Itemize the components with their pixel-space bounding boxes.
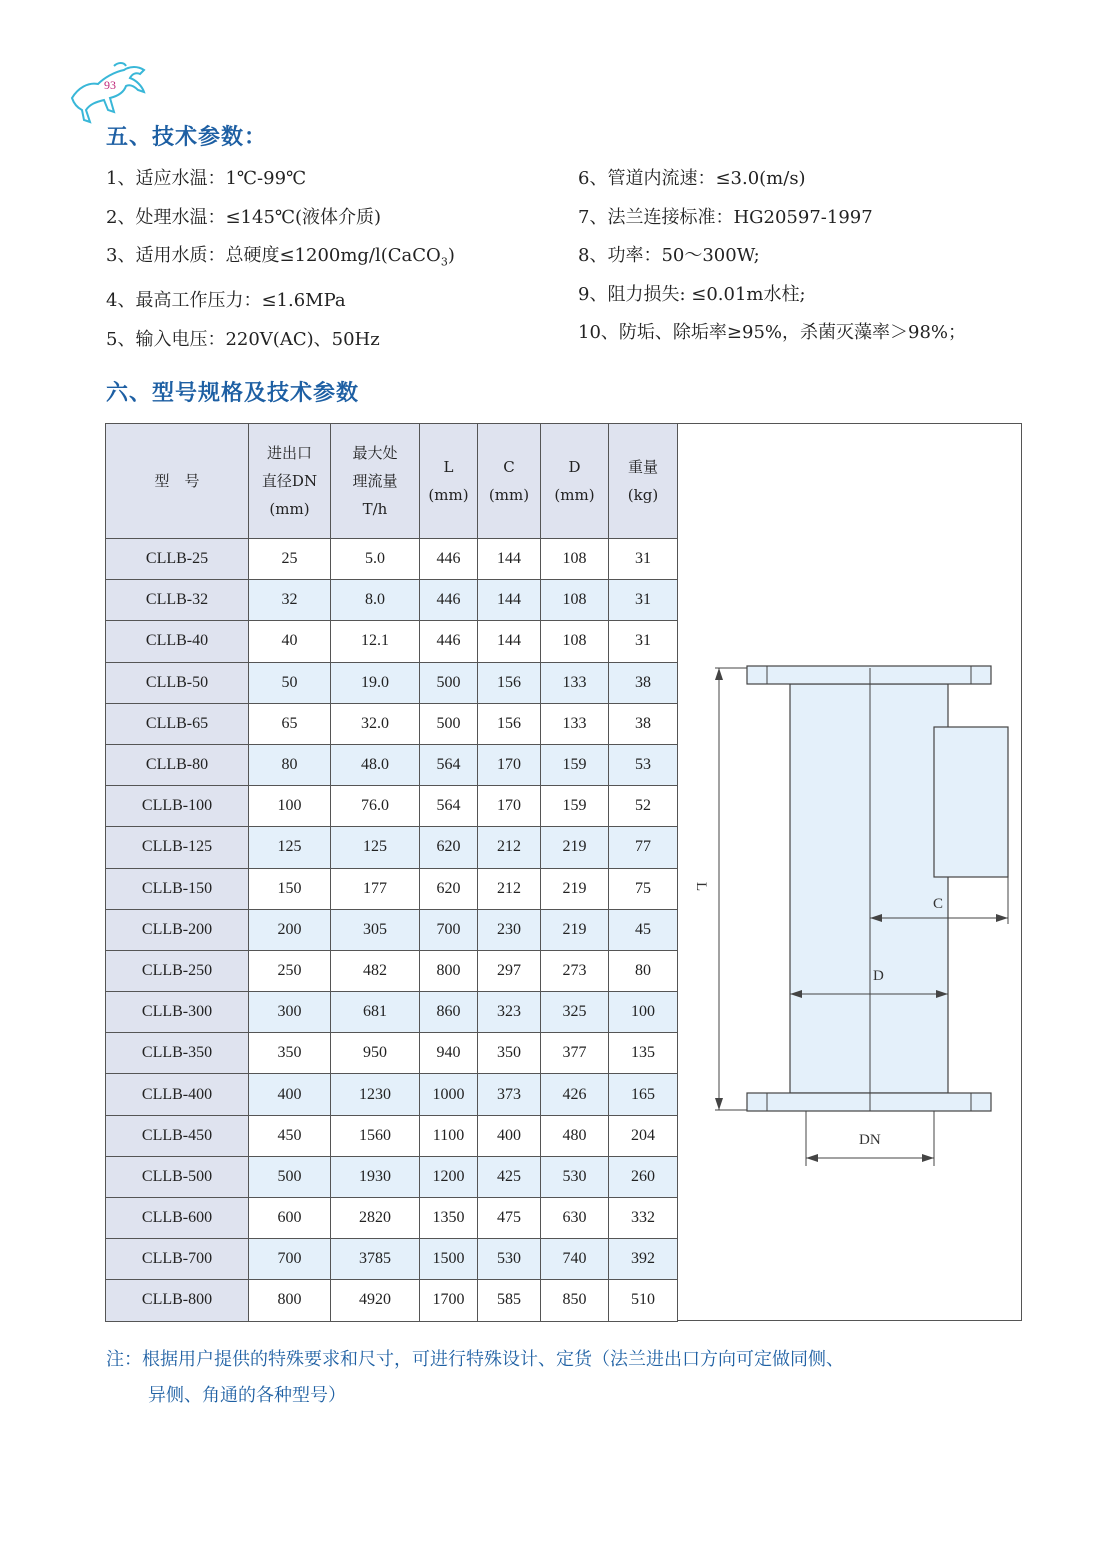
cell-c: 212 (478, 827, 541, 868)
cell-flow: 950 (331, 1033, 420, 1074)
cell-model: CLLB-300 (106, 992, 249, 1033)
cell-l: 446 (420, 621, 478, 662)
param-text: ) (447, 245, 455, 266)
header-weight: 重量 (kg) (609, 424, 678, 539)
cell-weight: 45 (609, 909, 678, 950)
cell-l: 1000 (420, 1074, 478, 1115)
cell-d: 630 (541, 1198, 609, 1239)
table-row (106, 909, 678, 950)
cell-c: 425 (478, 1156, 541, 1197)
param-item (106, 237, 566, 282)
cell-d: 133 (541, 662, 609, 703)
cell-flow: 482 (331, 950, 420, 991)
cell-model: CLLB-25 (106, 539, 249, 580)
dimension-diagram (677, 423, 1022, 1321)
cell-model: CLLB-50 (106, 662, 249, 703)
table-row (106, 1198, 678, 1239)
section-6-title: 六、型号规格及技术参数 (106, 381, 360, 406)
footnote (106, 1342, 1066, 1414)
param-item: 10、防垢、除垢率≥95%，杀菌灭藻率＞98%； (578, 322, 967, 343)
cell-l: 1500 (420, 1239, 478, 1280)
cell-weight: 31 (609, 580, 678, 621)
cell-flow: 8.0 (331, 580, 420, 621)
cell-c: 475 (478, 1198, 541, 1239)
cell-d: 219 (541, 868, 609, 909)
cell-dn: 600 (249, 1198, 331, 1239)
cell-c: 144 (478, 621, 541, 662)
header-model: 型 号 (106, 424, 249, 539)
section-5-title: 五、技术参数： (106, 125, 268, 150)
table-row (106, 827, 678, 868)
cell-d: 740 (541, 1239, 609, 1280)
cell-model: CLLB-700 (106, 1239, 249, 1280)
cell-model: CLLB-800 (106, 1280, 249, 1321)
param-item: 9、阻力损失: ≤0.01m水柱; (578, 283, 806, 305)
subscript: 3 (440, 255, 448, 269)
cell-c: 212 (478, 868, 541, 909)
cell-c: 585 (478, 1280, 541, 1321)
cell-flow: 19.0 (331, 662, 420, 703)
cell-c: 170 (478, 786, 541, 827)
cell-dn: 500 (249, 1156, 331, 1197)
table-row (106, 1074, 678, 1115)
cell-l: 800 (420, 950, 478, 991)
header-c: C (mm) (478, 424, 541, 539)
cell-l: 564 (420, 744, 478, 785)
cell-weight: 53 (609, 744, 678, 785)
param-item: 7、法兰连接标准：HG20597-1997 (578, 206, 873, 228)
param-item: 2、处理水温：≤145℃(液体介质) (106, 206, 382, 228)
cell-c: 156 (478, 703, 541, 744)
param-item: 8、功率：50～300W; (578, 245, 760, 266)
footnote-line: 注：根据用户提供的特殊要求和尺寸，可进行特殊设计、定货（法兰进出口方向可定做同侧、 (106, 1349, 844, 1370)
cell-c: 170 (478, 744, 541, 785)
table-row (106, 580, 678, 621)
cell-flow: 681 (331, 992, 420, 1033)
cell-model: CLLB-200 (106, 909, 249, 950)
cell-weight: 204 (609, 1115, 678, 1156)
cell-l: 1700 (420, 1280, 478, 1321)
cell-c: 144 (478, 539, 541, 580)
cell-weight: 31 (609, 621, 678, 662)
cell-flow: 3785 (331, 1239, 420, 1280)
cell-dn: 25 (249, 539, 331, 580)
cell-dn: 65 (249, 703, 331, 744)
cell-dn: 350 (249, 1033, 331, 1074)
cell-flow: 125 (331, 827, 420, 868)
cell-dn: 200 (249, 909, 331, 950)
label-dn: DN (859, 1132, 881, 1148)
cell-flow: 4920 (331, 1280, 420, 1321)
cell-l: 1100 (420, 1115, 478, 1156)
cell-dn: 125 (249, 827, 331, 868)
cell-weight: 52 (609, 786, 678, 827)
table-row (106, 1280, 678, 1321)
cell-l: 500 (420, 703, 478, 744)
filter-drawing (677, 424, 1022, 1322)
cell-model: CLLB-400 (106, 1074, 249, 1115)
cell-model: CLLB-65 (106, 703, 249, 744)
cell-c: 373 (478, 1074, 541, 1115)
cell-dn: 700 (249, 1239, 331, 1280)
table-row (106, 786, 678, 827)
cell-dn: 300 (249, 992, 331, 1033)
table-row (106, 1033, 678, 1074)
cell-flow: 32.0 (331, 703, 420, 744)
cell-dn: 40 (249, 621, 331, 662)
cell-flow: 1930 (331, 1156, 420, 1197)
cell-c: 350 (478, 1033, 541, 1074)
param-item: 1、适应水温：1℃-99℃ (106, 168, 307, 189)
cell-d: 108 (541, 621, 609, 662)
cell-c: 323 (478, 992, 541, 1033)
cell-d: 159 (541, 744, 609, 785)
cell-flow: 305 (331, 909, 420, 950)
table-row (106, 662, 678, 703)
table-row (106, 950, 678, 991)
cell-weight: 260 (609, 1156, 678, 1197)
cell-model: CLLB-450 (106, 1115, 249, 1156)
param-item: 5、输入电压：220V(AC)、50Hz (106, 328, 380, 350)
table-row (106, 1115, 678, 1156)
cell-flow: 1230 (331, 1074, 420, 1115)
cell-c: 156 (478, 662, 541, 703)
cell-d: 377 (541, 1033, 609, 1074)
cell-l: 446 (420, 539, 478, 580)
cell-flow: 48.0 (331, 744, 420, 785)
cell-c: 400 (478, 1115, 541, 1156)
header-d: D (mm) (541, 424, 609, 539)
cell-weight: 75 (609, 868, 678, 909)
cell-c: 144 (478, 580, 541, 621)
cell-weight: 165 (609, 1074, 678, 1115)
cell-d: 325 (541, 992, 609, 1033)
cell-c: 230 (478, 909, 541, 950)
param-item: 4、最高工作压力：≤1.6MPa (106, 290, 346, 312)
cell-dn: 32 (249, 580, 331, 621)
label-c: C (933, 896, 944, 912)
cell-model: CLLB-40 (106, 621, 249, 662)
cell-d: 426 (541, 1074, 609, 1115)
cell-flow: 2820 (331, 1198, 420, 1239)
cell-dn: 450 (249, 1115, 331, 1156)
cell-model: CLLB-350 (106, 1033, 249, 1074)
cell-d: 219 (541, 909, 609, 950)
cell-dn: 250 (249, 950, 331, 991)
cell-d: 850 (541, 1280, 609, 1321)
cell-weight: 332 (609, 1198, 678, 1239)
table-row (106, 539, 678, 580)
cell-flow: 12.1 (331, 621, 420, 662)
table-header-row (106, 424, 678, 539)
cell-dn: 100 (249, 786, 331, 827)
cell-weight: 392 (609, 1239, 678, 1280)
cell-model: CLLB-100 (106, 786, 249, 827)
cell-weight: 38 (609, 703, 678, 744)
table-row (106, 1156, 678, 1197)
cell-dn: 80 (249, 744, 331, 785)
cell-l: 1350 (420, 1198, 478, 1239)
cell-c: 530 (478, 1239, 541, 1280)
cell-dn: 800 (249, 1280, 331, 1321)
cell-d: 108 (541, 539, 609, 580)
cell-flow: 1560 (331, 1115, 420, 1156)
cell-weight: 510 (609, 1280, 678, 1321)
header-dn: 进出口 直径DN (mm) (249, 424, 331, 539)
cell-d: 530 (541, 1156, 609, 1197)
cell-d: 133 (541, 703, 609, 744)
cell-model: CLLB-600 (106, 1198, 249, 1239)
cell-l: 860 (420, 992, 478, 1033)
cell-weight: 77 (609, 827, 678, 868)
param-item: 6、管道内流速：≤3.0(m/s) (578, 168, 806, 189)
page-number: 93 (104, 78, 116, 92)
cell-dn: 50 (249, 662, 331, 703)
cell-model: CLLB-500 (106, 1156, 249, 1197)
table-row (106, 868, 678, 909)
params-left-column (106, 160, 566, 359)
cell-d: 219 (541, 827, 609, 868)
cell-weight: 100 (609, 992, 678, 1033)
cell-model: CLLB-250 (106, 950, 249, 991)
table-row (106, 992, 678, 1033)
cell-weight: 38 (609, 662, 678, 703)
table-row (106, 621, 678, 662)
cell-l: 500 (420, 662, 478, 703)
cell-model: CLLB-150 (106, 868, 249, 909)
spec-table (105, 423, 678, 1322)
label-l: L (693, 882, 709, 892)
cell-l: 620 (420, 827, 478, 868)
cell-l: 620 (420, 868, 478, 909)
cell-weight: 80 (609, 950, 678, 991)
footnote-line: 异侧、角通的各种型号） (148, 1385, 346, 1406)
cell-dn: 400 (249, 1074, 331, 1115)
table-row (106, 703, 678, 744)
table-row (106, 1239, 678, 1280)
header-flow: 最大处 理流量 T/h (331, 424, 420, 539)
cell-flow: 5.0 (331, 539, 420, 580)
cell-l: 700 (420, 909, 478, 950)
cell-d: 159 (541, 786, 609, 827)
cell-d: 480 (541, 1115, 609, 1156)
label-d: D (873, 968, 884, 984)
cell-weight: 135 (609, 1033, 678, 1074)
cell-model: CLLB-32 (106, 580, 249, 621)
cell-flow: 76.0 (331, 786, 420, 827)
cell-weight: 31 (609, 539, 678, 580)
cell-l: 1200 (420, 1156, 478, 1197)
cell-dn: 150 (249, 868, 331, 909)
header-l: L (mm) (420, 424, 478, 539)
cell-c: 297 (478, 950, 541, 991)
cell-l: 446 (420, 580, 478, 621)
cell-model: CLLB-125 (106, 827, 249, 868)
params-right-column (578, 160, 1058, 353)
cell-l: 940 (420, 1033, 478, 1074)
cell-flow: 177 (331, 868, 420, 909)
table-row (106, 744, 678, 785)
cell-l: 564 (420, 786, 478, 827)
cell-model: CLLB-80 (106, 744, 249, 785)
cell-d: 273 (541, 950, 609, 991)
cell-d: 108 (541, 580, 609, 621)
param-text: 3、适用水质：总硬度≤1200mg/l(CaCO (106, 245, 441, 266)
